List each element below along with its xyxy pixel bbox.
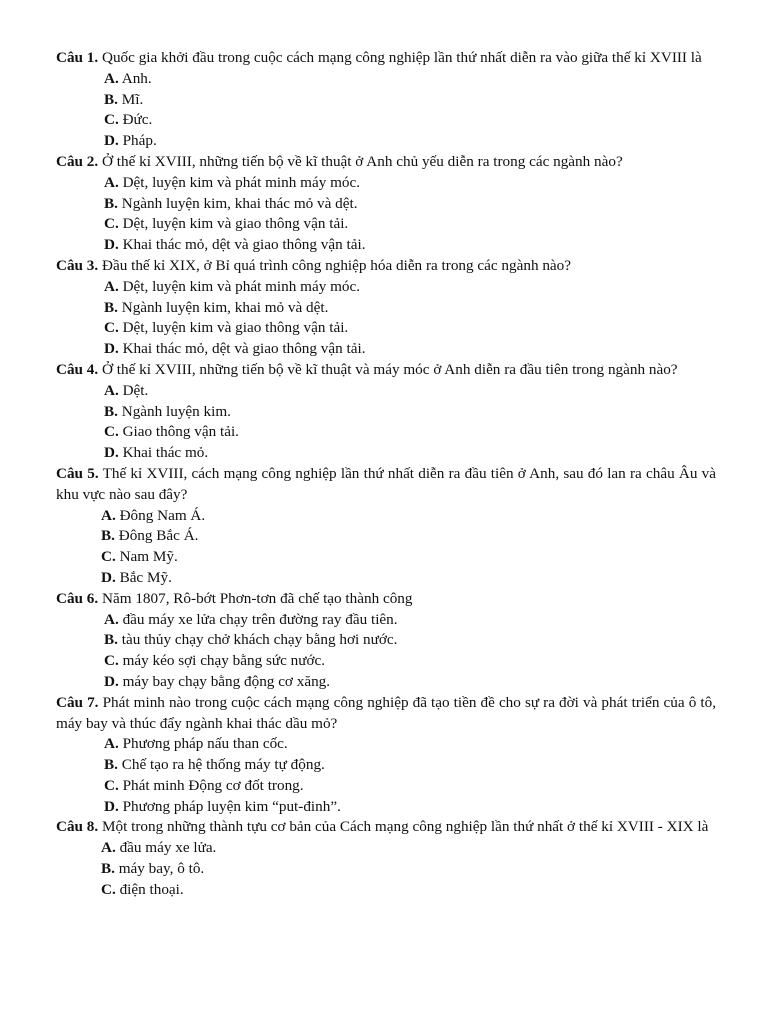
option-c <box>56 776 716 797</box>
option-text: Dệt, luyện kim và phát minh máy móc. <box>122 173 361 191</box>
option-label: A. <box>104 381 119 399</box>
option-text: Nam Mỹ. <box>119 548 178 566</box>
option-c <box>56 110 716 131</box>
option-text: Mĩ. <box>121 90 144 108</box>
question-stem <box>56 48 716 69</box>
option-b <box>56 526 716 547</box>
option-c <box>56 651 716 672</box>
question-text: Một trong những thành tựu cơ bản của Cách mạng công nghiệp lần thứ nhất ở thế kỉ XVIII - XIX là <box>102 818 709 836</box>
option-label: B. <box>104 631 118 649</box>
option-label: D. <box>101 568 116 586</box>
option-label: C. <box>104 652 119 670</box>
option-b <box>56 298 716 319</box>
question-text: Quốc gia khởi đầu trong cuộc cách mạng công nghiệp lần thứ nhất diễn ra vào giữa thế kỉ XVIII là <box>102 49 702 66</box>
option-text: Bắc Mỹ. <box>119 568 172 586</box>
option-text: máy bay chạy bằng động cơ xăng. <box>122 672 331 690</box>
option-a <box>56 381 716 402</box>
option-label: D. <box>104 444 119 462</box>
option-label: A. <box>101 506 116 524</box>
option-label: D. <box>104 797 119 815</box>
question-label: Câu 2. <box>56 152 99 170</box>
question-4 <box>56 360 716 464</box>
question-label: Câu 5. <box>56 464 99 482</box>
option-a <box>56 69 716 90</box>
question-text: Ở thế kỉ XVIII, những tiến bộ về kĩ thuật ở Anh chủ yếu diễn ra trong các ngành nào? <box>102 152 623 170</box>
option-a <box>56 734 716 755</box>
option-text: đầu máy xe lửa chạy trên đường ray đầu tiên. <box>122 610 398 628</box>
option-label: D. <box>104 236 119 254</box>
question-label: Câu 7. <box>56 693 99 711</box>
question-6 <box>56 589 716 693</box>
option-label: A. <box>104 173 119 191</box>
question-text: Ở thế kỉ XVIII, những tiến bộ về kĩ thuật và máy móc ở Anh diễn ra đầu tiên trong ngành nào? <box>102 360 678 378</box>
option-label: A. <box>104 69 119 87</box>
option-text: Đức. <box>122 111 153 129</box>
question-label: Câu 1. <box>56 49 99 66</box>
option-text: Pháp. <box>122 132 157 150</box>
question-text: Đầu thế kỉ XIX, ở Bỉ quá trình công nghiệp hóa diễn ra trong các ngành nào? <box>102 256 572 274</box>
question-8 <box>56 817 716 900</box>
option-label: B. <box>104 756 118 774</box>
option-label: C. <box>104 776 119 794</box>
option-text: Đông Bắc Á. <box>118 527 199 545</box>
question-3 <box>56 256 716 360</box>
question-label: Câu 6. <box>56 589 99 607</box>
option-b <box>56 90 716 111</box>
option-b <box>56 194 716 215</box>
option-text: Dệt, luyện kim và giao thông vận tải. <box>122 319 349 337</box>
question-stem <box>56 693 716 735</box>
option-text: đầu máy xe lửa. <box>119 839 217 857</box>
option-label: B. <box>104 194 118 212</box>
option-label: B. <box>101 860 115 878</box>
question-stem <box>56 152 716 173</box>
option-d <box>56 797 716 818</box>
question-7 <box>56 693 716 818</box>
option-label: C. <box>101 880 116 898</box>
question-2 <box>56 152 716 256</box>
option-label: C. <box>104 215 119 233</box>
question-5 <box>56 464 716 589</box>
option-text: Chế tạo ra hệ thống máy tự động. <box>121 756 325 774</box>
option-label: C. <box>104 111 119 129</box>
option-text: Phương pháp nấu than cốc. <box>122 735 288 753</box>
option-text: Ngành luyện kim. <box>121 402 231 420</box>
option-text: Khai thác mỏ. <box>122 444 209 462</box>
option-label: C. <box>104 423 119 441</box>
option-c <box>56 422 716 443</box>
question-stem <box>56 256 716 277</box>
question-text: Năm 1807, Rô-bớt Phơn-tơn đã chế tạo thành công <box>102 589 413 607</box>
option-d <box>56 568 716 589</box>
option-text: Khai thác mỏ, dệt và giao thông vận tải. <box>122 236 366 254</box>
question-text: Phát minh nào trong cuộc cách mạng công nghiệp đã tạo tiền đề cho sự ra đời và phát triển của ô tô, máy bay và thúc đẩy ngành khai thác dầu mỏ? <box>56 693 716 732</box>
question-stem <box>56 589 716 610</box>
option-label: B. <box>104 402 118 420</box>
option-a <box>56 173 716 194</box>
question-1 <box>56 48 716 152</box>
question-stem <box>56 464 716 506</box>
option-a <box>56 610 716 631</box>
option-text: Anh. <box>121 69 152 87</box>
option-text: Ngành luyện kim, khai mỏ và dệt. <box>121 298 329 316</box>
option-a <box>56 506 716 527</box>
option-text: Đông Nam Á. <box>119 506 206 524</box>
option-label: D. <box>104 132 119 150</box>
question-stem <box>56 817 716 838</box>
option-label: C. <box>101 548 116 566</box>
option-text: Dệt. <box>122 381 149 399</box>
option-label: B. <box>104 298 118 316</box>
option-text: Dệt, luyện kim và giao thông vận tải. <box>122 215 349 233</box>
option-d <box>56 131 716 152</box>
option-label: B. <box>104 90 118 108</box>
option-label: A. <box>104 277 119 295</box>
option-d <box>56 672 716 693</box>
question-text: Thế kỉ XVIII, cách mạng công nghiệp lần thứ nhất diễn ra đầu tiên ở Anh, sau đó lan ra châu Âu và khu vực nào sau đây? <box>56 464 717 503</box>
option-label: C. <box>104 319 119 337</box>
option-d <box>56 235 716 256</box>
option-label: A. <box>104 610 119 628</box>
option-c <box>56 318 716 339</box>
option-label: B. <box>101 527 115 545</box>
option-text: máy kéo sợi chạy bằng sức nước. <box>122 652 326 670</box>
option-text: Khai thác mỏ, dệt và giao thông vận tải. <box>122 340 366 358</box>
option-text: tàu thủy chạy chở khách chạy bằng hơi nước. <box>121 631 398 649</box>
option-label: A. <box>101 839 116 857</box>
option-text: Giao thông vận tải. <box>122 423 239 441</box>
option-c <box>56 214 716 235</box>
option-text: Dệt, luyện kim và phát minh máy móc. <box>122 277 361 295</box>
option-b <box>56 630 716 651</box>
option-text: Ngành luyện kim, khai thác mỏ và dệt. <box>121 194 358 212</box>
option-c <box>56 880 716 901</box>
option-b <box>56 859 716 880</box>
option-a <box>56 277 716 298</box>
question-label: Câu 3. <box>56 256 99 274</box>
question-stem <box>56 360 716 381</box>
option-d <box>56 443 716 464</box>
option-label: D. <box>104 672 119 690</box>
question-label: Câu 8. <box>56 818 99 836</box>
option-label: A. <box>104 735 119 753</box>
option-b <box>56 402 716 423</box>
option-text: điện thoại. <box>119 880 184 898</box>
option-c <box>56 547 716 568</box>
option-label: D. <box>104 340 119 358</box>
option-text: Phát minh Động cơ đốt trong. <box>122 776 304 794</box>
option-text: Phương pháp luyện kim “put-đinh”. <box>122 797 341 815</box>
question-label: Câu 4. <box>56 360 99 378</box>
option-d <box>56 339 716 360</box>
option-text: máy bay, ô tô. <box>118 860 205 878</box>
option-b <box>56 755 716 776</box>
option-a <box>56 838 716 859</box>
